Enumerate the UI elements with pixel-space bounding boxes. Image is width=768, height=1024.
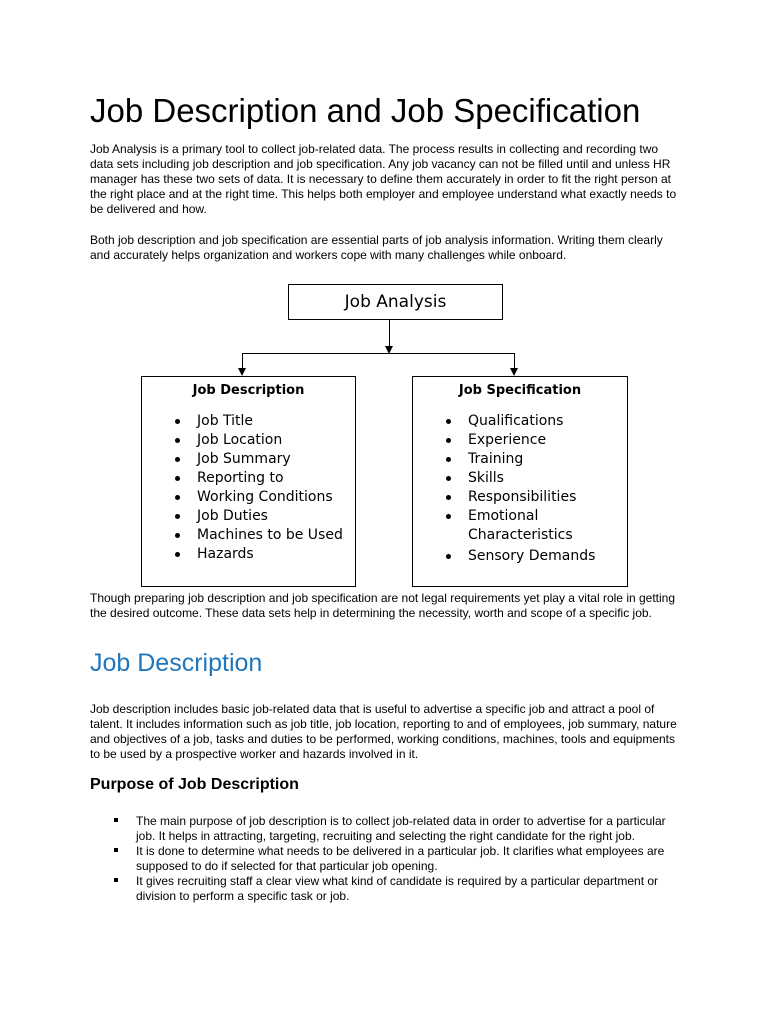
job-description-items (142, 412, 355, 564)
purpose-item: It is done to determine what needs to be delivered in a particular job. It clarifies what employees are supposed to do if selected for that particular job opening. (90, 844, 680, 874)
list-item: Emotional Characteristics (413, 507, 608, 545)
bullet-icon (446, 438, 451, 443)
section-paragraph: Job description includes basic job-related data that is useful to advertise a specific job and attract a pool of talent. It includes information such as job title, job location, reporting to and of employees, job summary, nature and objectives of a job, tasks and duties to be performed, working conditions, machines, tools and equipments to be used by a prospective worker and hazards involved in it. (90, 702, 677, 761)
arrow-down-icon (510, 368, 518, 376)
list-item: Training (413, 450, 627, 469)
square-bullet-icon (114, 848, 118, 852)
job-specification-box (412, 376, 628, 587)
bullet-icon (175, 552, 180, 557)
bullet-icon (446, 495, 451, 500)
list-item: Job Summary (142, 450, 355, 469)
bullet-icon (175, 533, 180, 538)
bullet-icon (446, 457, 451, 462)
purpose-item: The main purpose of job description is to collect job-related data in order to advertise for a particular job. It helps in attracting, targeting, recruiting and selecting the right candidate for the right job. (90, 814, 680, 844)
list-item: Job Duties (142, 507, 355, 526)
list-item: Reporting to (142, 469, 355, 488)
list-item: Skills (413, 469, 627, 488)
bullet-icon (446, 476, 451, 481)
purpose-item: It gives recruiting staff a clear view what kind of candidate is required by a particular department or division to perform a specific task or job. (90, 874, 680, 904)
connector-line (389, 320, 390, 347)
page-title: Job Description and Job Specification (90, 92, 641, 129)
bullet-icon (175, 457, 180, 462)
list-item: Job Location (142, 431, 355, 450)
bullet-icon (175, 419, 180, 424)
list-item: Sensory Demands (413, 547, 627, 566)
list-item: Hazards (142, 545, 355, 564)
bullet-icon (446, 514, 451, 519)
intro-paragraph-2: Both job description and job specification are essential parts of job analysis information. Writing them clearly and accurately helps organization and workers cope with many challenges while onboard. (90, 233, 663, 262)
list-item: Experience (413, 431, 627, 450)
connector-line (242, 353, 243, 368)
bullet-icon (175, 495, 180, 500)
square-bullet-icon (114, 878, 118, 882)
purpose-list (90, 814, 680, 904)
square-bullet-icon (114, 818, 118, 822)
arrow-down-icon (385, 346, 393, 354)
bullet-icon (175, 438, 180, 443)
list-item: Job Title (142, 412, 355, 431)
bullet-icon (175, 514, 180, 519)
paragraph-after-diagram: Though preparing job description and job specification are not legal requirements yet play a vital role in getting the desired outcome. These data sets help in determining the necessity, worth and scope of a specific job. (90, 591, 676, 620)
bullet-icon (175, 476, 180, 481)
job-analysis-box: Job Analysis (288, 284, 503, 320)
bullet-icon (446, 419, 451, 424)
job-description-box (141, 376, 356, 587)
intro-paragraph-1: Job Analysis is a primary tool to collect job-related data. The process results in collecting and recording two data sets including job description and job specification. Any job vacancy can not be filled until and unless HR manager has these two sets of data. It is necessary to define them accurately in order to fit the right person at the right place and at the right time. This helps both employer and employee understand what exactly needs to be delivered and how. (90, 142, 677, 216)
bullet-icon (446, 554, 451, 559)
connector-line (514, 353, 515, 368)
list-item: Working Conditions (142, 488, 355, 507)
list-item: Responsibilities (413, 488, 627, 507)
job-description-box-heading: Job Description (192, 383, 305, 398)
job-specification-items (413, 412, 627, 566)
arrow-down-icon (238, 368, 246, 376)
list-item: Machines to be Used (142, 526, 355, 545)
section-heading: Job Description (90, 649, 263, 677)
job-specification-box-heading: Job Specification (458, 383, 582, 398)
subsection-heading: Purpose of Job Description (90, 776, 299, 793)
connector-line (242, 353, 515, 354)
list-item: Qualifications (413, 412, 627, 431)
